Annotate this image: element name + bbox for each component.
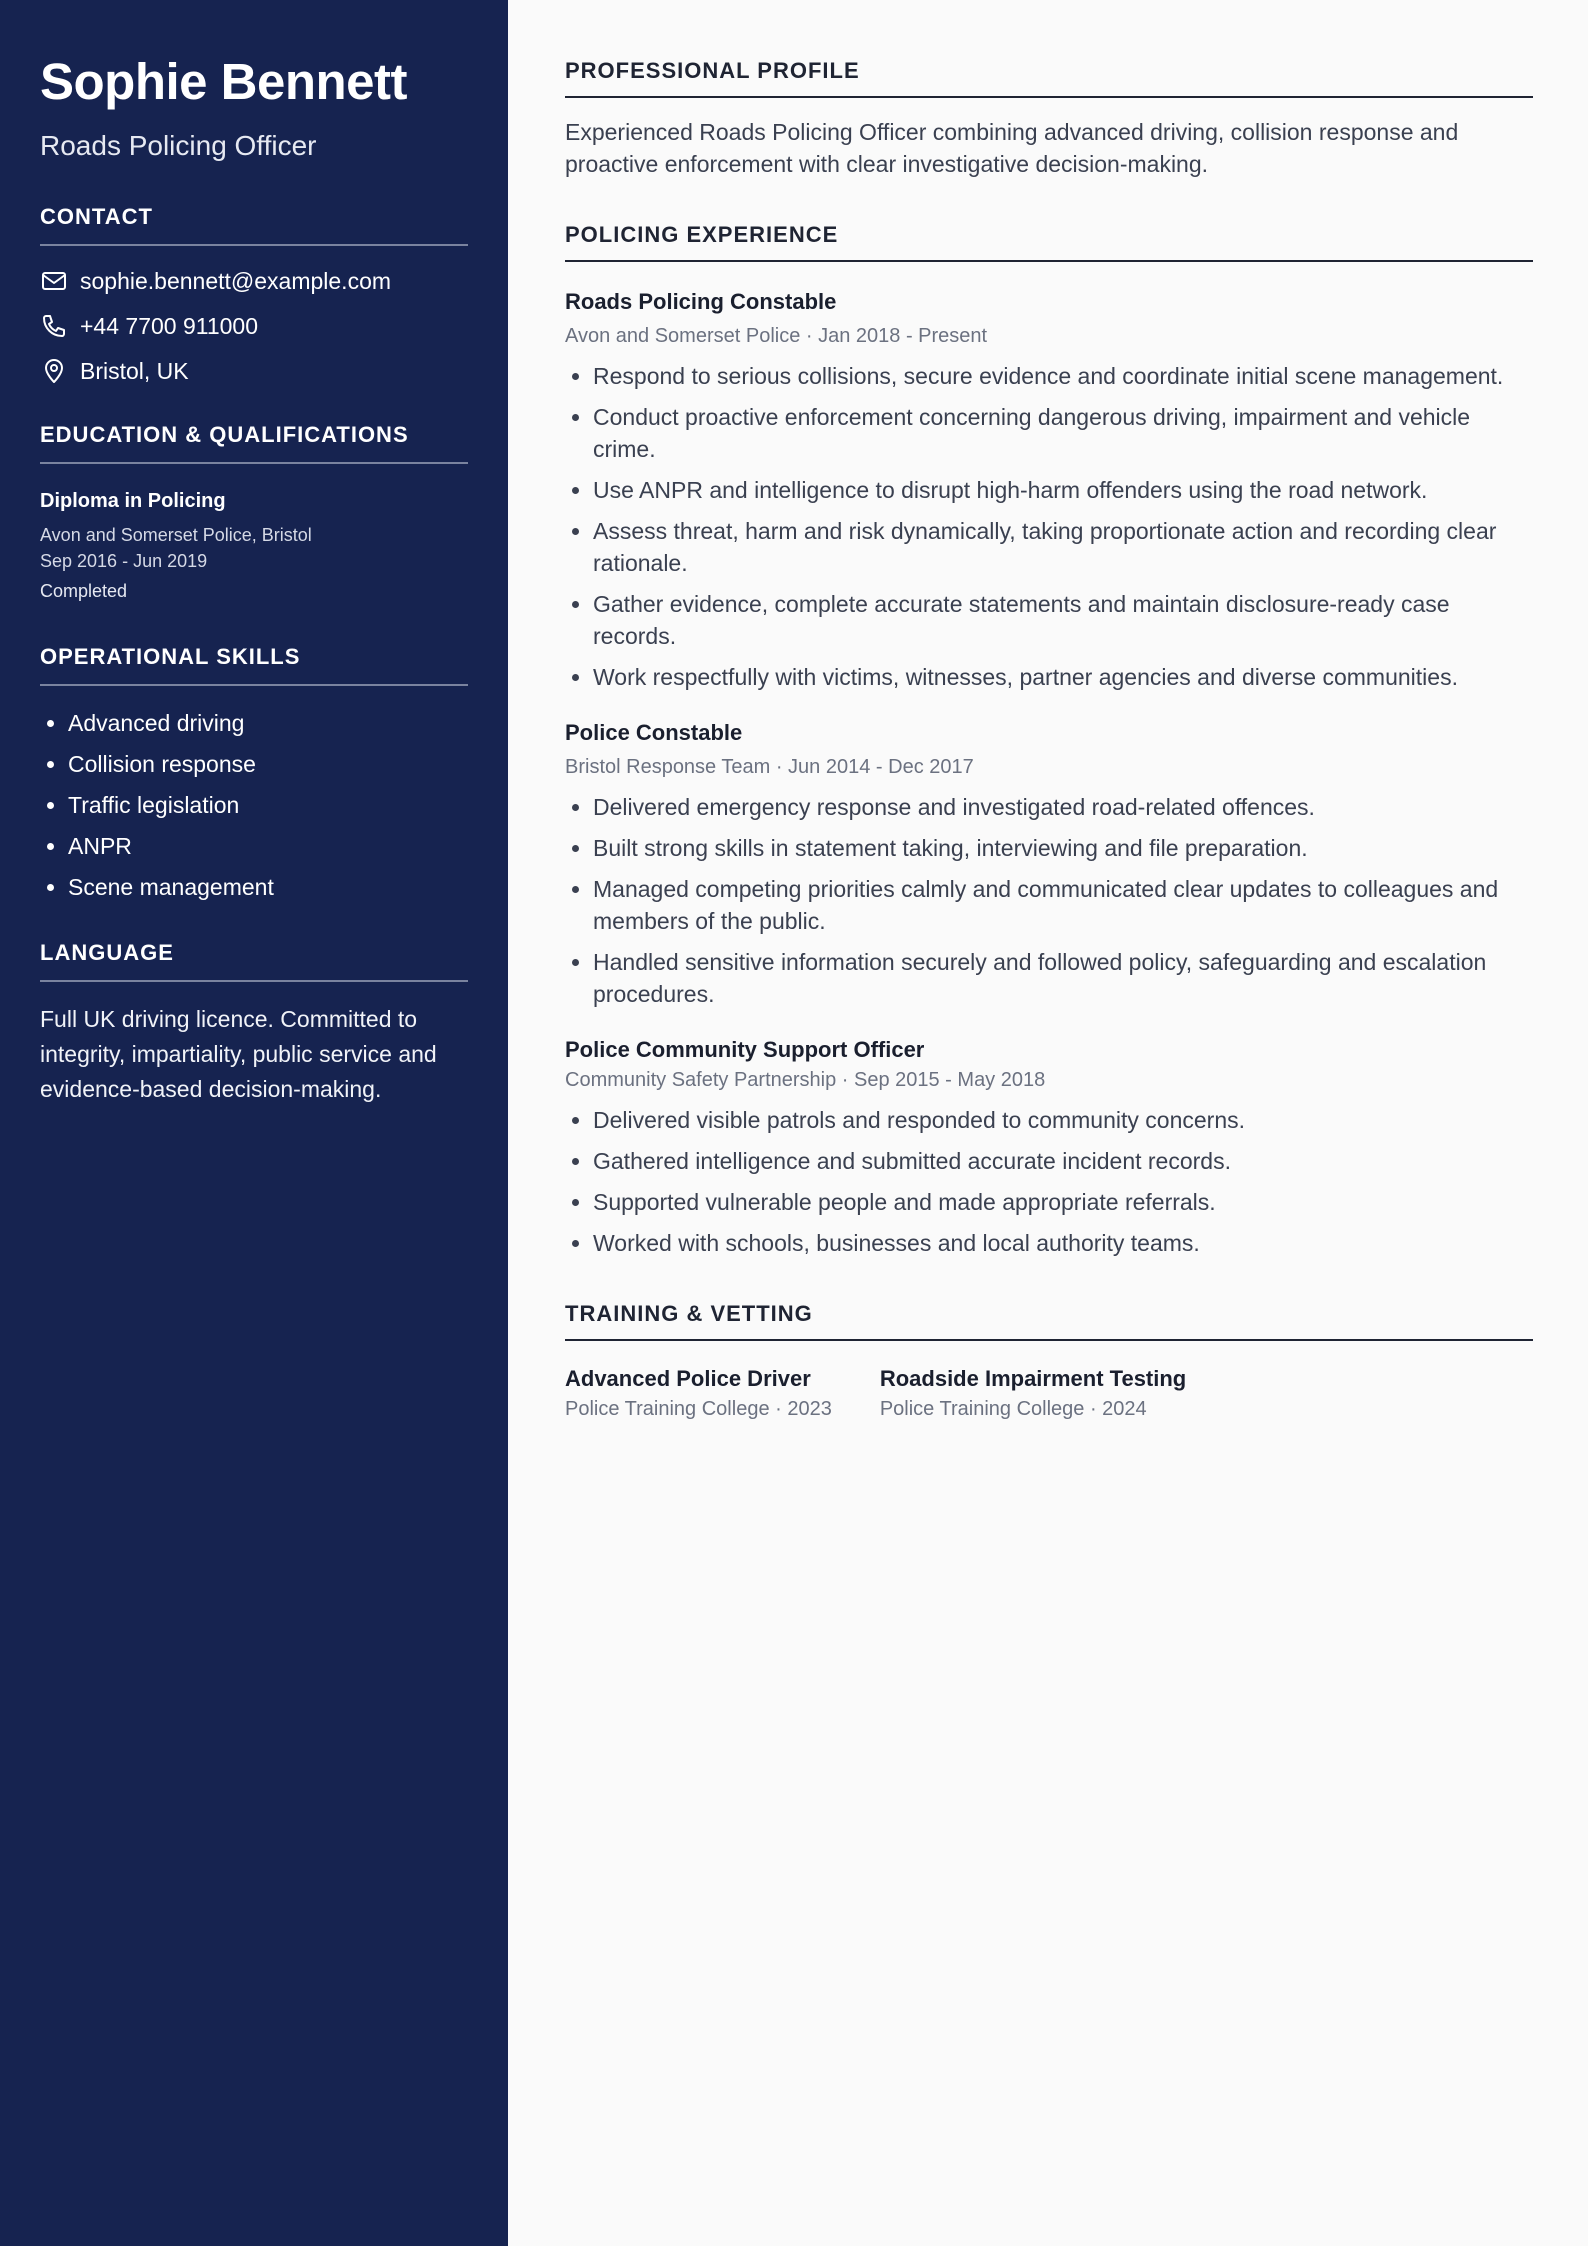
skill-item: • Collision response xyxy=(68,749,468,779)
training-meta: Police Training College · 2023 xyxy=(565,1398,832,1420)
candidate-role: Roads Policing Officer xyxy=(40,130,317,161)
job-bullets xyxy=(565,1104,1533,1259)
skill-item: • Traffic legislation xyxy=(68,790,468,820)
job-bullet: • Worked with schools, businesses and local authority teams. xyxy=(593,1227,1533,1259)
job-title: Roads Policing Constable xyxy=(565,289,837,314)
job-bullet: • Built strong skills in statement taking, interviewing and file preparation. xyxy=(593,832,1533,864)
job-bullet: • Delivered visible patrols and responded to community concerns. xyxy=(593,1104,1533,1136)
experience-heading: POLICING EXPERIENCE xyxy=(565,222,1533,262)
job-title: Police Constable xyxy=(565,720,743,745)
job-bullets xyxy=(565,791,1533,1010)
job-entry xyxy=(565,288,1533,693)
phone-icon xyxy=(40,312,68,340)
job-entry xyxy=(565,719,1533,1010)
job-bullet: • Work respectfully with victims, witnesses, partner agencies and diverse communities. xyxy=(593,661,1533,693)
job-bullet: • Delivered emergency response and investigated road-related offences. xyxy=(593,791,1533,823)
job-bullet: • Respond to serious collisions, secure evidence and coordinate initial scene management. xyxy=(593,360,1533,392)
profile-text: Experienced Roads Policing Officer combining advanced driving, collision response and proactive enforcement with clear investigative decision-making. xyxy=(565,119,1459,177)
job-bullet: • Conduct proactive enforcement concerning dangerous driving, impairment and vehicle crime. xyxy=(593,401,1533,465)
job-meta: Community Safety Partnership · Sep 2015 - May 2018 xyxy=(565,1069,1046,1091)
skill-item: • Scene management xyxy=(68,872,468,902)
education-dates: Sep 2016 - Jun 2019 xyxy=(40,551,208,571)
job-title: Police Community Support Officer xyxy=(565,1037,925,1062)
contact-list xyxy=(40,266,468,386)
candidate-name: Sophie Bennett xyxy=(40,53,408,110)
training-list xyxy=(565,1365,1533,1423)
education-entry xyxy=(40,488,468,604)
contact-phone-text: +44 7700 911000 xyxy=(80,313,259,339)
education-institution: Avon and Somerset Police, Bristol xyxy=(40,525,312,545)
mail-icon xyxy=(40,267,68,295)
education-heading: EDUCATION & QUALIFICATIONS xyxy=(40,422,468,464)
training-title: Advanced Police Driver xyxy=(565,1366,811,1391)
job-bullet: • Use ANPR and intelligence to disrupt high-harm offenders using the road network. xyxy=(593,474,1533,506)
location-icon xyxy=(40,357,68,385)
contact-location-text: Bristol, UK xyxy=(80,358,189,384)
contact-email[interactable] xyxy=(40,266,468,296)
job-bullet: • Supported vulnerable people and made appropriate referrals. xyxy=(593,1186,1533,1218)
contact-email-text: sophie.bennett@example.com xyxy=(80,268,392,294)
training-heading: TRAINING & VETTING xyxy=(565,1301,1533,1341)
job-bullet: • Handled sensitive information securely and followed policy, safeguarding and escalation procedures. xyxy=(593,946,1533,1010)
skill-item: • Advanced driving xyxy=(68,708,468,738)
job-bullet: • Managed competing priorities calmly and communicated clear updates to colleagues and members of the public. xyxy=(593,873,1533,937)
job-meta: Bristol Response Team · Jun 2014 - Dec 2017 xyxy=(565,756,974,778)
language-text: Full UK driving licence. Committed to integrity, impartiality, public service and evidence-based decision-making. xyxy=(40,1006,437,1102)
training-item xyxy=(565,1365,832,1423)
contact-location xyxy=(40,356,468,386)
skills-list xyxy=(40,708,468,902)
education-status: Completed xyxy=(40,581,128,601)
main-content xyxy=(565,58,1533,1423)
profile-heading: PROFESSIONAL PROFILE xyxy=(565,58,1533,98)
skill-item: • ANPR xyxy=(68,831,468,861)
job-bullet: • Gathered intelligence and submitted accurate incident records. xyxy=(593,1145,1533,1177)
job-entry xyxy=(565,1036,1533,1259)
sidebar xyxy=(0,0,508,2246)
education-title: Diploma in Policing xyxy=(40,490,226,512)
language-heading: LANGUAGE xyxy=(40,940,468,982)
skills-heading: OPERATIONAL SKILLS xyxy=(40,644,468,686)
training-meta: Police Training College · 2024 xyxy=(879,1398,1147,1420)
job-bullet: • Gather evidence, complete accurate statements and maintain disclosure-ready case records. xyxy=(593,588,1533,652)
training-item xyxy=(880,1365,1186,1423)
contact-phone[interactable] xyxy=(40,311,468,341)
contact-heading: CONTACT xyxy=(40,204,468,246)
training-title: Roadside Impairment Testing xyxy=(879,1366,1187,1391)
job-bullets xyxy=(565,360,1533,693)
job-bullet: • Assess threat, harm and risk dynamically, taking proportionate action and recording clear rationale. xyxy=(593,515,1533,579)
job-meta: Avon and Somerset Police · Jan 2018 - Present xyxy=(565,325,988,347)
